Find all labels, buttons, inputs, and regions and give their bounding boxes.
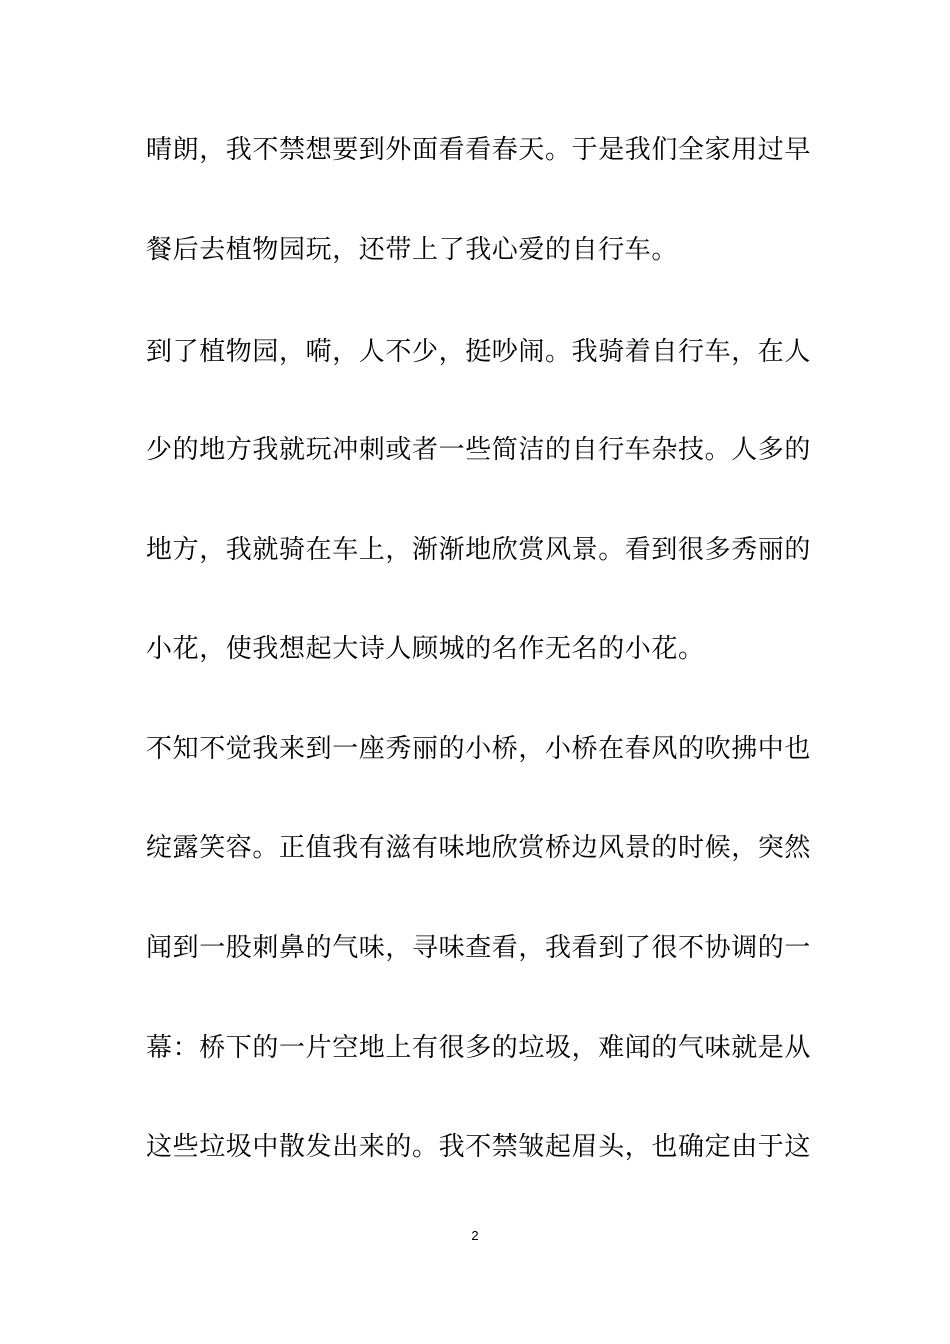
text-line: 不知不觉我来到一座秀丽的小桥，小桥在春风的吹拂中也	[146, 734, 812, 764]
text-line: 餐后去植物园玩，还带上了我心爱的自行车。	[146, 235, 679, 265]
text-line: 少的地方我就玩冲刺或者一些简洁的自行车杂技。人多的	[146, 435, 812, 465]
text-line: 晴朗，我不禁想要到外面看看春天。于是我们全家用过早	[146, 135, 812, 165]
text-line: 这些垃圾中散发出来的。我不禁皱起眉头，也确定由于这	[146, 1132, 812, 1162]
text-line: 闻到一股刺鼻的气味，寻味查看，我看到了很不协调的一	[146, 933, 812, 963]
text-line: 到了植物园，嗬，人不少，挺吵闹。我骑着自行车，在人	[146, 337, 812, 367]
text-line: 幕：桥下的一片空地上有很多的垃圾，难闻的气味就是从	[146, 1033, 812, 1063]
text-line: 小花，使我想起大诗人顾城的名作无名的小花。	[146, 634, 705, 664]
text-line: 绽露笑容。正值我有滋有味地欣赏桥边风景的时候，突然	[146, 833, 812, 863]
text-line: 地方，我就骑在车上，渐渐地欣赏风景。看到很多秀丽的	[146, 535, 812, 565]
page-number: 2	[471, 1228, 479, 1243]
